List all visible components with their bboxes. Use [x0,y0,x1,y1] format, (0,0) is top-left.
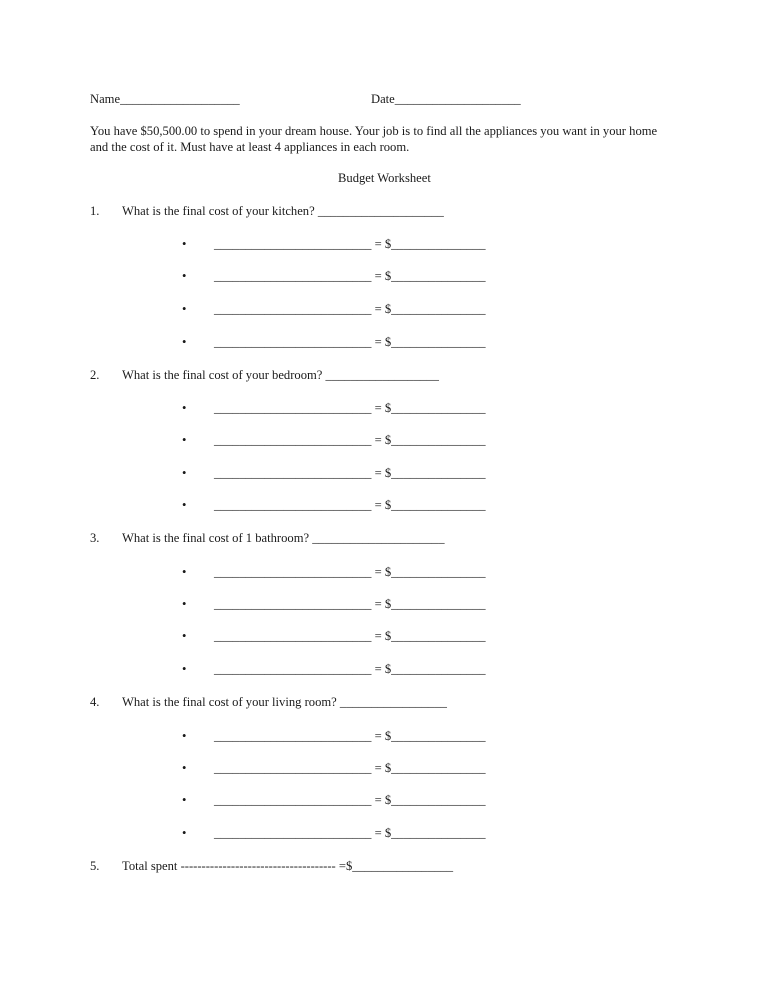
appliance-cost-line[interactable]: _________________________ = $_______________ [214,629,486,643]
total-number: 5. [90,859,100,873]
appliance-cost-line[interactable]: _________________________ = $_______________ [214,597,486,611]
appliance-cost-line[interactable]: _________________________ = $_______________ [214,335,486,349]
appliance-cost-line[interactable]: _________________________ = $_______________ [214,761,486,775]
question-number: 3. [90,531,100,545]
bullet-icon: • [182,662,187,676]
appliance-cost-line[interactable]: _________________________ = $_______________ [214,401,486,415]
bullet-icon: • [182,401,187,415]
question-kitchen[interactable]: What is the final cost of your kitchen? ____________________ [122,204,444,218]
date-field[interactable]: Date____________________ [371,92,521,106]
appliance-cost-line[interactable]: _________________________ = $_______________ [214,237,486,251]
intro-line-1: You have $50,500.00 to spend in your dream house. Your job is to find all the appliances you want in your home [90,124,658,138]
bullet-icon: • [182,433,187,447]
appliance-cost-line[interactable]: _________________________ = $_______________ [214,466,486,480]
name-field[interactable]: Name___________________ [90,92,240,106]
bullet-icon: • [182,466,187,480]
bullet-icon: • [182,335,187,349]
bullet-icon: • [182,237,187,251]
appliance-cost-line[interactable]: _________________________ = $_______________ [214,793,486,807]
question-bedroom[interactable]: What is the final cost of your bedroom? __________________ [122,368,439,382]
question-number: 2. [90,368,100,382]
question-number: 1. [90,204,100,218]
bullet-icon: • [182,826,187,840]
worksheet-title: Budget Worksheet [338,171,431,185]
question-number: 4. [90,695,100,709]
appliance-cost-line[interactable]: _________________________ = $_______________ [214,826,486,840]
question-living-room[interactable]: What is the final cost of your living room? _________________ [122,695,447,709]
bullet-icon: • [182,629,187,643]
appliance-cost-line[interactable]: _________________________ = $_______________ [214,498,486,512]
bullet-icon: • [182,269,187,283]
question-bathroom[interactable]: What is the final cost of 1 bathroom? _____________________ [122,531,445,545]
appliance-cost-line[interactable]: _________________________ = $_______________ [214,433,486,447]
bullet-icon: • [182,793,187,807]
bullet-icon: • [182,565,187,579]
bullet-icon: • [182,597,187,611]
appliance-cost-line[interactable]: _________________________ = $_______________ [214,302,486,316]
intro-line-2: and the cost of it. Must have at least 4 appliances in each room. [90,140,410,154]
appliance-cost-line[interactable]: _________________________ = $_______________ [214,269,486,283]
bullet-icon: • [182,498,187,512]
bullet-icon: • [182,761,187,775]
appliance-cost-line[interactable]: _________________________ = $_______________ [214,565,486,579]
appliance-cost-line[interactable]: _________________________ = $_______________ [214,729,486,743]
total-spent-line[interactable]: Total spent ------------------------------------- =$________________ [122,859,454,873]
appliance-cost-line[interactable]: _________________________ = $_______________ [214,662,486,676]
bullet-icon: • [182,729,187,743]
bullet-icon: • [182,302,187,316]
